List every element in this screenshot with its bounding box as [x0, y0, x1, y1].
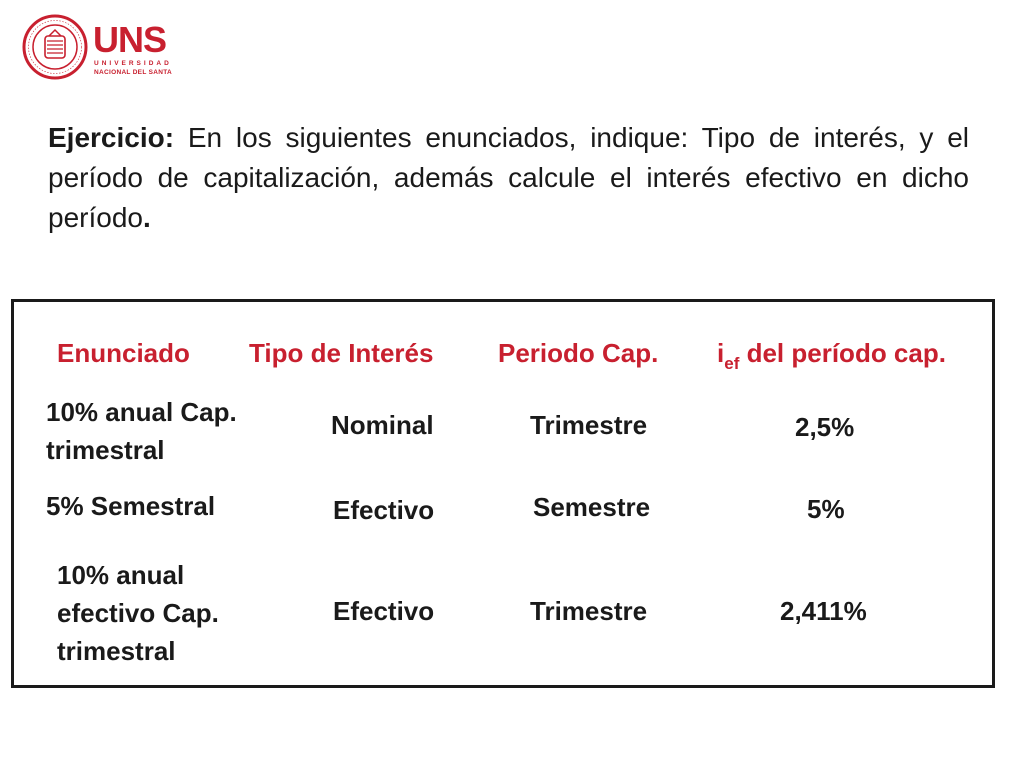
row2-ief: 5% [807, 494, 845, 524]
exercise-statement [48, 118, 969, 238]
exercise-lead: Ejercicio: [48, 122, 175, 153]
row3-enunciado-line3: trimestral [57, 636, 176, 666]
header-ief-rest: del período cap. [739, 338, 946, 368]
row3-ief: 2,411% [780, 596, 867, 626]
row1-tipo: Nominal [331, 410, 434, 440]
header-tipo-interes: Tipo de Interés [249, 338, 434, 368]
row3-tipo: Efectivo [333, 596, 435, 626]
header-enunciado: Enunciado [57, 338, 190, 368]
logo-line-1: UNIVERSIDAD [94, 60, 172, 67]
header-ief-main: i [717, 338, 725, 368]
row1-enunciado-line2: trimestral [46, 435, 165, 465]
exercise-body: En los siguientes enunciados, indique: Tipo de interés, y el período de capitalización, además calcule el interés efectivo en dicho período [48, 122, 969, 233]
row3-periodo: Trimestre [530, 596, 648, 626]
row2-periodo: Semestre [533, 492, 651, 522]
row2-enunciado-line1: 5% Semestral [46, 491, 216, 521]
header-interes-efectivo [717, 334, 946, 383]
exercise-period: . [142, 202, 151, 233]
logo-line-2: NACIONAL DEL SANTA [94, 69, 172, 76]
row1-enunciado-line1: 10% anual Cap. [46, 397, 237, 427]
uns-logo [22, 14, 172, 86]
header-ief-sub: ef [724, 354, 740, 373]
row1-ief: 2,5% [795, 412, 855, 442]
row3-enunciado-line2: efectivo Cap. [57, 598, 219, 628]
header-periodo-cap: Periodo Cap. [498, 338, 659, 368]
row2-tipo: Efectivo [333, 495, 435, 525]
row1-periodo: Trimestre [530, 410, 648, 440]
logo-wordmark: UNS [93, 19, 167, 60]
row3-enunciado-line1: 10% anual [57, 560, 185, 590]
university-seal-icon [22, 14, 88, 80]
